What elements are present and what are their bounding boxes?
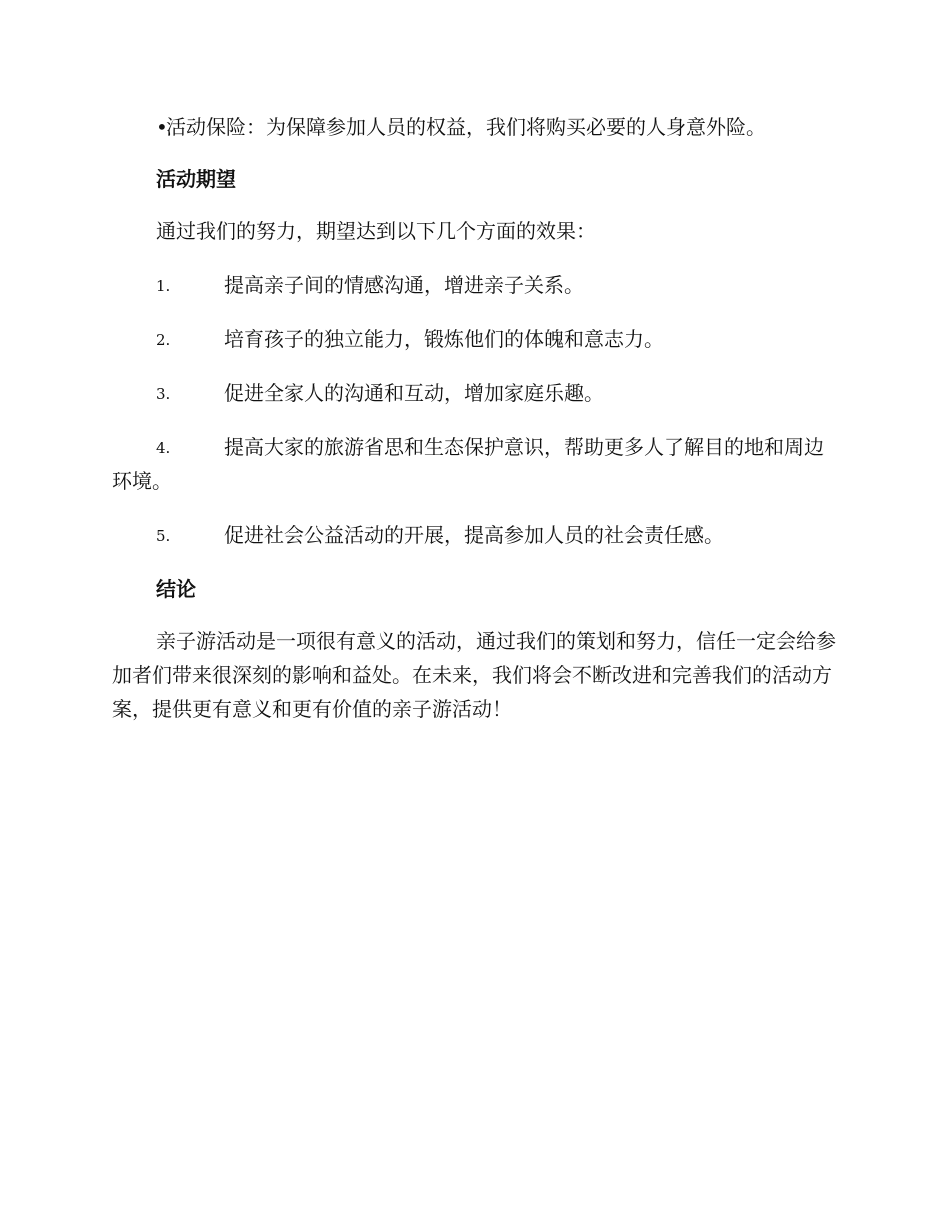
bullet-text: 活动保险：为保障参加人员的权益，我们将购买必要的人身意外险。 (166, 115, 766, 139)
bullet-marker: • (156, 115, 168, 139)
expectations-intro: 通过我们的努力，期望达到以下几个方面的效果： (156, 219, 596, 243)
section-heading-conclusion: 结论 (156, 577, 196, 601)
list-item-number: 3. (156, 385, 171, 403)
list-item-text: 提高大家的旅游省思和生态保护意识，帮助更多人了解目的地和周边环境。 (112, 435, 824, 493)
list-item (112, 376, 836, 410)
conclusion-paragraph: 亲子游活动是一项很有意义的活动，通过我们的策划和努力，信任一定会给参加者们带来很深刻的影响和益处。在未来，我们将会不断改进和完善我们的活动方案，提供更有意义和更有价值的亲子游活动！ (112, 629, 836, 721)
list-item-number: 2. (156, 331, 171, 349)
list-item-number: 5. (156, 527, 171, 545)
document-body (112, 110, 836, 726)
section-heading-expectations: 活动期望 (156, 167, 236, 191)
list-item-text: 培育孩子的独立能力，锻炼他们的体魄和意志力。 (224, 327, 664, 351)
list-item-number: 4. (156, 439, 171, 457)
bullet-insurance (156, 110, 836, 144)
list-item-text: 促进社会公益活动的开展，提高参加人员的社会责任感。 (224, 523, 724, 547)
list-item-number: 1. (156, 277, 171, 295)
list-item-text: 促进全家人的沟通和互动，增加家庭乐趣。 (224, 381, 604, 405)
list-item (112, 518, 836, 552)
list-item (112, 430, 836, 498)
list-item (112, 322, 836, 356)
list-item (112, 268, 836, 302)
list-item-text: 提高亲子间的情感沟通，增进亲子关系。 (224, 273, 584, 297)
